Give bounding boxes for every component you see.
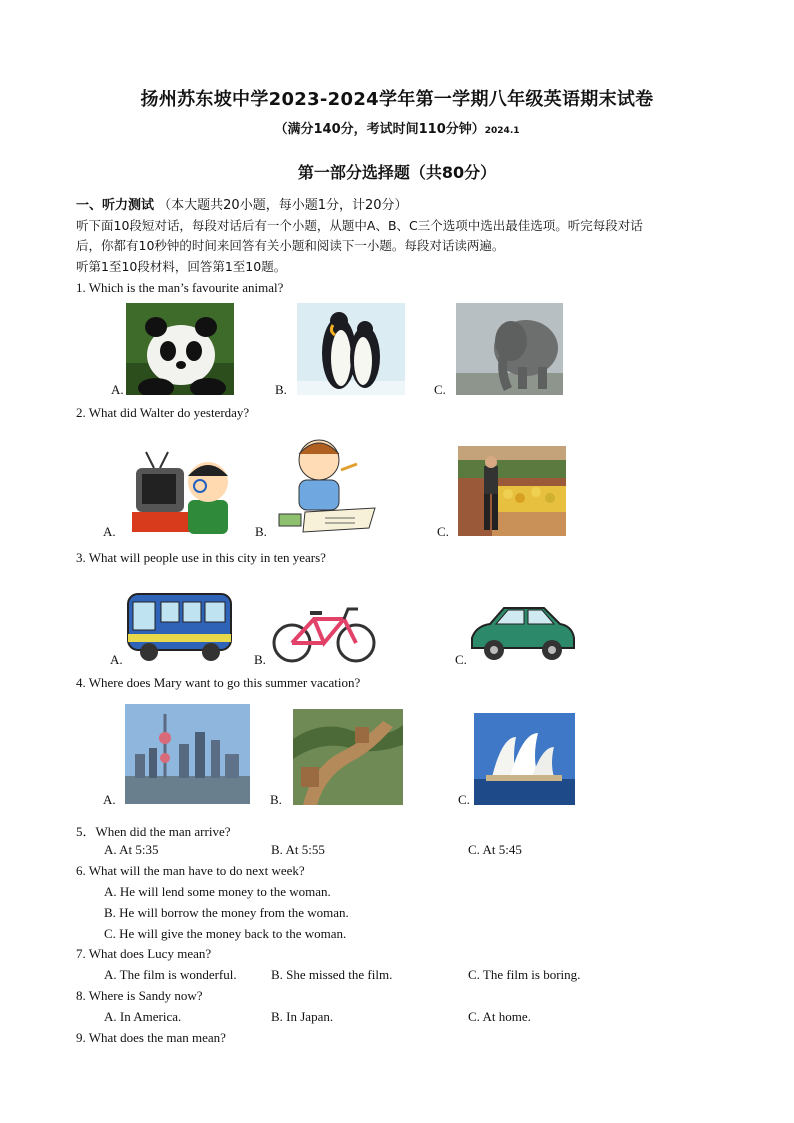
q6-option-b[interactable]: B. He will borrow the money from the woman. xyxy=(104,905,349,920)
score-time-note: （满分140分，考试时间110分钟） xyxy=(274,122,485,137)
q1-label-b: B. xyxy=(275,382,287,397)
q5-option-c[interactable]: C. At 5:45 xyxy=(468,842,522,857)
question-9: 9. What does the man mean? xyxy=(76,1030,226,1045)
instruction-line-2: 后，你都有10秒钟的时间来回答有关小题和阅读下一小题。每段对话读两遍。 xyxy=(76,238,505,253)
penguin-icon xyxy=(297,303,405,395)
question-7: 7. What does Lucy mean? xyxy=(76,946,212,961)
panda-icon xyxy=(126,303,234,395)
section-heading xyxy=(76,194,408,213)
shopping-market-icon xyxy=(458,446,566,536)
q4-label-c: C. xyxy=(458,792,470,807)
elephant-icon xyxy=(456,303,563,395)
watching-tv-icon xyxy=(128,446,232,536)
question-2: 2. What did Walter do yesterday? xyxy=(76,405,250,420)
q5-option-b[interactable]: B. At 5:55 xyxy=(271,842,325,857)
q6-option-c[interactable]: C. He will give the money back to the woman. xyxy=(104,926,347,941)
question-1: 1. Which is the man’s favourite animal? xyxy=(76,280,284,295)
question-6: 6. What will the man have to do next week? xyxy=(76,863,305,878)
q4-label-b: B. xyxy=(270,792,282,807)
section-title: 一、听力测试 xyxy=(76,198,155,213)
q1-label-a: A. xyxy=(111,382,124,397)
instruction-line-1: 听下面10段短对话，每段对话后有一个小题，从题中A、B、C三个选项中选出最佳选项。听完每段对话 xyxy=(76,218,643,233)
q5-option-a[interactable]: A. At 5:35 xyxy=(104,842,159,857)
car-icon xyxy=(468,600,576,664)
q8-option-a[interactable]: A. In America. xyxy=(104,1009,182,1024)
q6-option-a[interactable]: A. He will lend some money to the woman. xyxy=(104,884,331,899)
exam-title: 扬州苏东坡中学2023-2024学年第一学期八年级英语期末试卷 xyxy=(140,89,654,110)
question-8: 8. Where is Sandy now? xyxy=(76,988,203,1003)
q7-option-b[interactable]: B. She missed the film. xyxy=(271,967,393,982)
q1-label-c: C. xyxy=(434,382,446,397)
section-note: （本大题共20小题，每小题1分，计20分） xyxy=(158,198,408,213)
part-title: 第一部分选择题（共80分） xyxy=(297,163,497,182)
sydney-opera-house-icon xyxy=(474,713,575,805)
q2-label-c: C. xyxy=(437,524,449,539)
q2-label-a: A. xyxy=(103,524,116,539)
materials-instruction: 听第1至10段材料，回答第1至10题。 xyxy=(76,259,287,274)
q7-option-c[interactable]: C. The film is boring. xyxy=(468,967,581,982)
q7-option-a[interactable]: A. The film is wonderful. xyxy=(104,967,237,982)
doing-homework-icon xyxy=(275,432,381,535)
q3-label-c: C. xyxy=(455,652,467,667)
q2-label-b: B. xyxy=(255,524,267,539)
question-4: 4. Where does Mary want to go this summer vacation? xyxy=(76,675,361,690)
exam-subtitle xyxy=(0,118,794,137)
q8-option-c[interactable]: C. At home. xyxy=(468,1009,531,1024)
exam-date: 2024.1 xyxy=(484,126,520,136)
q8-option-b[interactable]: B. In Japan. xyxy=(271,1009,334,1024)
question-3: 3. What will people use in this city in ten years? xyxy=(76,550,326,565)
question-5: 5．When did the man arrive? xyxy=(76,824,231,839)
q3-label-b: B. xyxy=(254,652,266,667)
shanghai-skyline-icon xyxy=(125,704,250,804)
great-wall-icon xyxy=(293,709,403,805)
q4-label-a: A. xyxy=(103,792,116,807)
bicycle-icon xyxy=(270,605,378,665)
q3-label-a: A. xyxy=(110,652,123,667)
bus-icon xyxy=(125,588,234,664)
